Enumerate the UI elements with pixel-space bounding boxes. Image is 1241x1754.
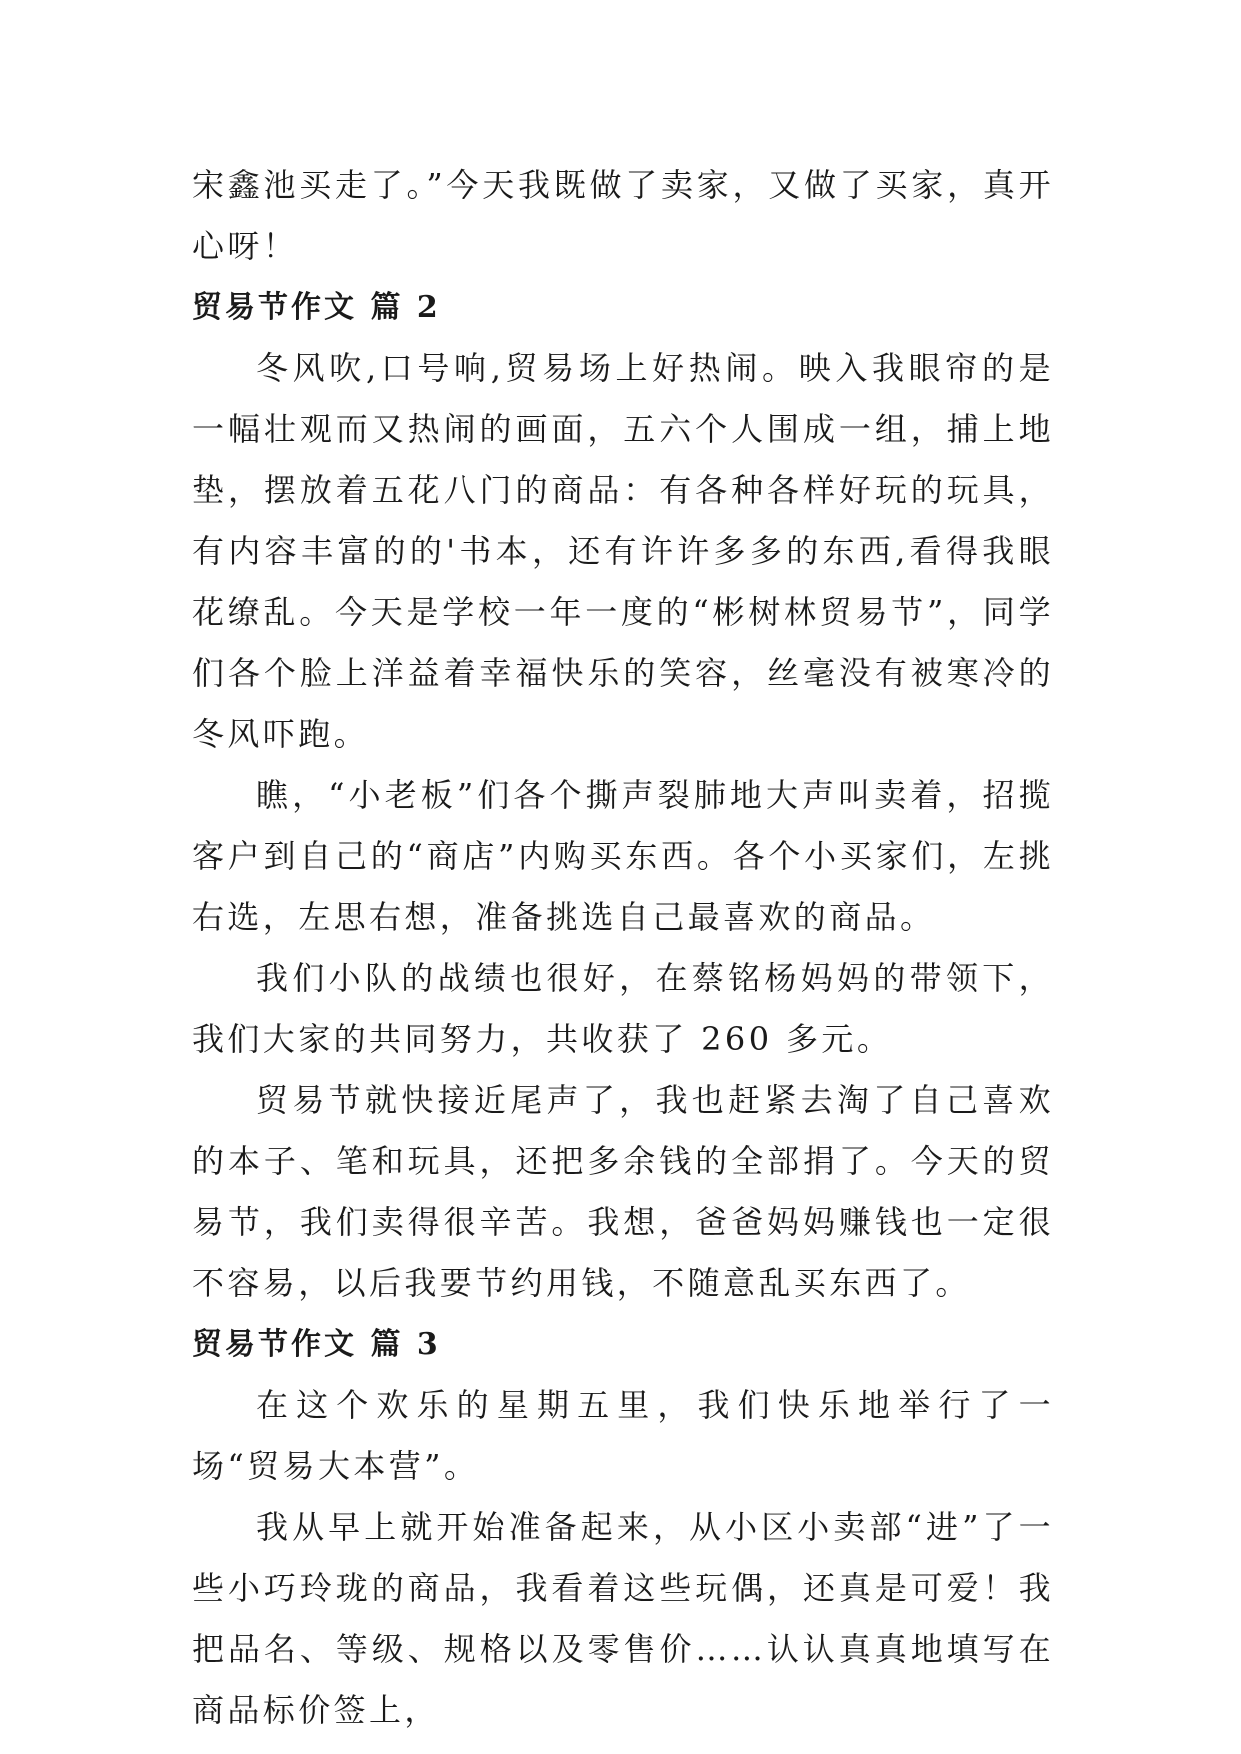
continued-paragraph: 宋鑫池买走了。”今天我既做了卖家，又做了买家，真开心呀！ [192,166,1054,265]
paragraph: 我从早上就开始准备起来，从小区小卖部“进”了一些小巧玲珑的商品，我看着这些玩偶，还真是可爱！我把品名、等级、规格以及零售价……认认真真地填写在商品标价签上， [192,1508,1054,1729]
paragraph: 在这个欢乐的星期五里，我们快乐地举行了一场“贸易大本营”。 [192,1386,1054,1485]
paragraph: 贸易节就快接近尾声了，我也赶紧去淘了自己喜欢的本子、笔和玩具，还把多余钱的全部捐了。今天的贸易节，我们卖得很辛苦。我想，爸爸妈妈赚钱也一定很不容易，以后我要节约用钱，不随意乱买东西了。 [192,1081,1054,1302]
paragraph: 冬风吹,口号响,贸易场上好热闹。映入我眼帘的是一幅壮观而又热闹的画面，五六个人围成一组，捕上地垫，摆放着五花八门的商品：有各种各样好玩的玩具，有内容丰富的的'书本，还有许许多多的东西,看得我眼花缭乱。今天是学校一年一度的“彬树林贸易节”，同学们各个脸上洋益着幸福快乐的笑容，丝毫没有被寒冷的冬风吓跑。 [192,349,1054,753]
paragraph: 瞧，“小老板”们各个撕声裂肺地大声叫卖着，招揽客户到自己的“商店”内购买东西。各个小买家们，左挑右选，左思右想，准备挑选自己最喜欢的商品。 [192,776,1054,936]
document-page [192,155,1054,1741]
paragraph: 我们小队的战绩也很好，在蔡铭杨妈妈的带领下，我们大家的共同努力，共收获了 260 多元。 [192,959,1054,1058]
section-heading-2: 贸易节作文 篇 2 [192,290,441,325]
section-heading-3: 贸易节作文 篇 3 [192,1327,441,1362]
